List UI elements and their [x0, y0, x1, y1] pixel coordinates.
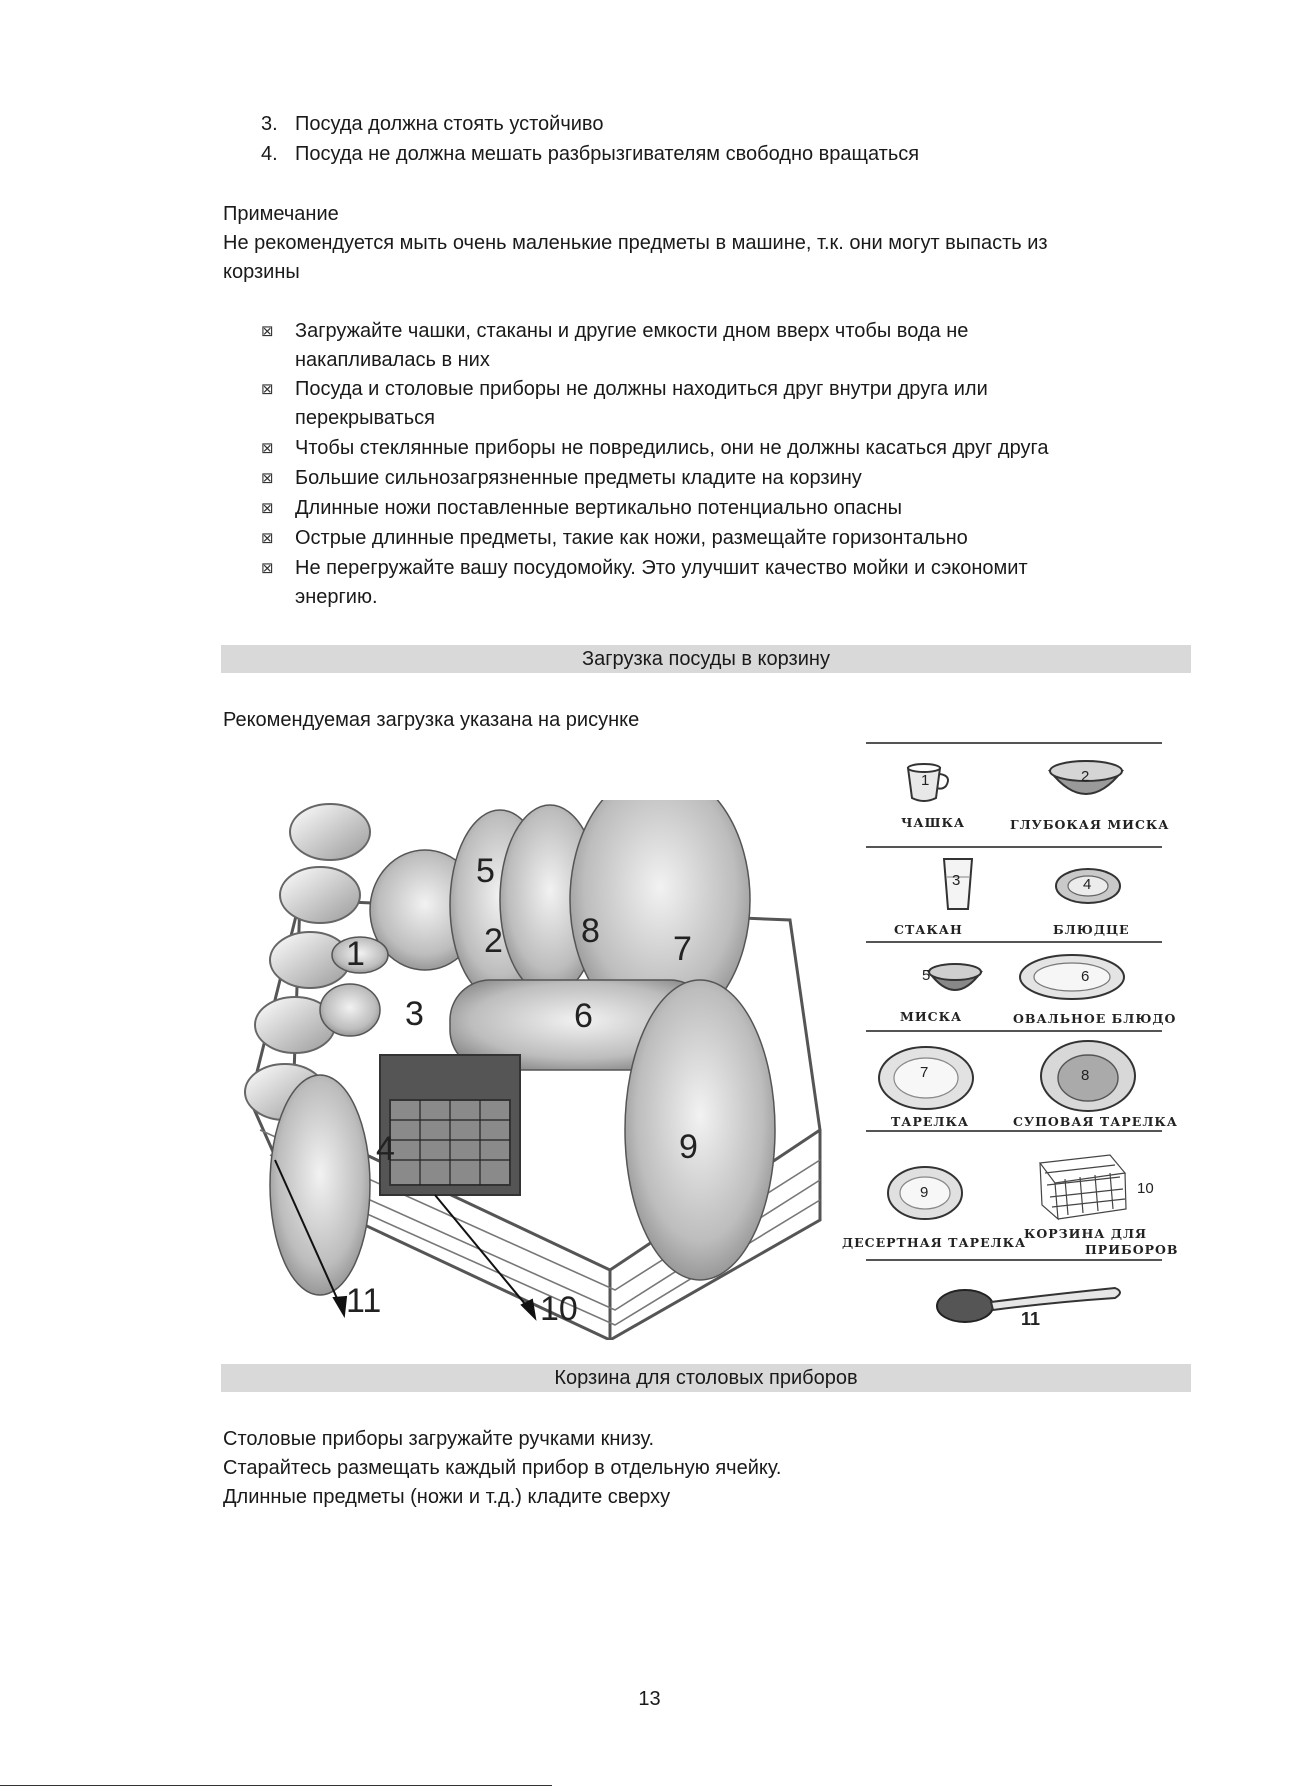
note-title: Примечание — [223, 203, 339, 225]
legend-caption: ЧАШКА — [901, 815, 965, 830]
oval-dish-icon — [1017, 952, 1127, 1002]
checkbox-bullet-icon: ⊠ — [261, 439, 274, 457]
bullet-text: перекрываться — [295, 407, 435, 429]
legend-caption: СУПОВАЯ ТАРЕЛКА — [1013, 1114, 1178, 1129]
bullet-text: Чтобы стеклянные приборы не повредились, они не должны касаться друг друга — [295, 437, 1049, 459]
legend-divider — [866, 846, 1162, 848]
legend-caption: КОРЗИНА ДЛЯ — [1024, 1226, 1148, 1241]
legend-caption: МИСКА — [900, 1009, 963, 1024]
section-title: Загрузка посуды в корзину — [582, 648, 830, 670]
section-header — [221, 645, 1191, 673]
legend-caption: ПРИБОРОВ — [1085, 1242, 1179, 1257]
legend-divider — [866, 1030, 1162, 1032]
cup-icon — [900, 760, 960, 806]
figure-label: 10 — [540, 1290, 578, 1328]
checkbox-bullet-icon: ⊠ — [261, 380, 274, 398]
bullet-text: Не перегружайте вашу посудомойку. Это улучшит качество мойки и сэкономит — [295, 557, 1028, 579]
recommend-text: Рекомендуемая загрузка указана на рисунке — [223, 709, 640, 731]
checkbox-bullet-icon: ⊠ — [261, 322, 274, 340]
checkbox-bullet-icon: ⊠ — [261, 499, 274, 517]
figure-label: 7 — [673, 930, 692, 968]
legend-number: 2 — [1081, 768, 1090, 785]
legend-caption: ДЕСЕРТНАЯ ТАРЕЛКА — [842, 1235, 1027, 1250]
list-number: 4. — [261, 143, 278, 165]
legend-number: 3 — [952, 872, 961, 889]
figure-label: 5 — [476, 852, 495, 890]
dishwasher-basket-illustration — [230, 800, 830, 1340]
bullet-text: Острые длинные предметы, такие как ножи, размещайте горизонтально — [295, 527, 968, 549]
legend-number: 9 — [920, 1184, 929, 1201]
note-text-line: Не рекомендуется мыть очень маленькие предметы в машине, т.к. они могут выпасть из — [223, 232, 1048, 254]
legend-number: 7 — [920, 1064, 929, 1081]
legend-number: 4 — [1083, 876, 1092, 893]
figure-label: 11 — [346, 1282, 382, 1320]
legend-number: 1 — [921, 772, 930, 789]
legend-divider — [866, 1259, 1162, 1261]
legend-number: 8 — [1081, 1067, 1090, 1084]
page-number: 13 — [638, 1688, 661, 1710]
section-title: Корзина для столовых приборов — [554, 1367, 858, 1389]
legend-caption: ГЛУБОКАЯ МИСКА — [1010, 817, 1170, 832]
cutlery-instruction: Длинные предметы (ножи и т.д.) кладите сверху — [223, 1486, 671, 1508]
legend-number: 5 — [922, 967, 931, 984]
legend-caption: БЛЮДЦЕ — [1053, 922, 1130, 937]
legend-caption: ТАРЕЛКА — [891, 1114, 970, 1129]
legend-number: 10 — [1137, 1180, 1154, 1197]
figure-label: 2 — [484, 922, 503, 960]
figure-label: 1 — [346, 935, 365, 973]
checkbox-bullet-icon: ⊠ — [261, 469, 274, 487]
cutlery-basket-icon — [1030, 1143, 1130, 1223]
bullet-text: Посуда и столовые приборы не должны находиться друг внутри друга или — [295, 378, 988, 400]
note-text-line: корзины — [223, 261, 300, 283]
cutlery-instruction: Столовые приборы загружайте ручками книзу. — [223, 1428, 655, 1450]
list-item-text: Посуда не должна мешать разбрызгивателям свободно вращаться — [295, 143, 920, 165]
bullet-text: энергию. — [295, 586, 378, 608]
figure-label: 8 — [581, 912, 600, 950]
bullet-text: Длинные ножи поставленные вертикально потенциально опасны — [295, 497, 903, 519]
bullet-text: Большие сильнозагрязненные предметы кладите на корзину — [295, 467, 862, 489]
legend-caption: ОВАЛЬНОЕ БЛЮДО — [1013, 1011, 1177, 1026]
legend-number: 11 — [1021, 1309, 1041, 1329]
checkbox-bullet-icon: ⊠ — [261, 559, 274, 577]
list-item-text: Посуда должна стоять устойчиво — [295, 113, 604, 135]
bullet-text: Загружайте чашки, стаканы и другие емкости дном вверх чтобы вода не — [295, 320, 969, 342]
legend-number: 6 — [1081, 968, 1090, 985]
footnote-rule — [0, 1785, 552, 1786]
section-header — [221, 1364, 1191, 1392]
legend-divider — [866, 1130, 1162, 1132]
figure-label: 3 — [405, 995, 424, 1033]
figure-label: 6 — [574, 997, 593, 1035]
legend-caption: СТАКАН — [894, 922, 963, 937]
list-number: 3. — [261, 113, 278, 135]
figure-label: 4 — [376, 1130, 395, 1168]
bullet-text: накапливалась в них — [295, 349, 490, 371]
legend-divider — [866, 941, 1162, 943]
figure-label: 9 — [679, 1128, 698, 1166]
legend-divider — [866, 742, 1162, 744]
cutlery-instruction: Старайтесь размещать каждый прибор в отдельную ячейку. — [223, 1457, 782, 1479]
bowl-icon — [925, 960, 985, 1000]
checkbox-bullet-icon: ⊠ — [261, 529, 274, 547]
